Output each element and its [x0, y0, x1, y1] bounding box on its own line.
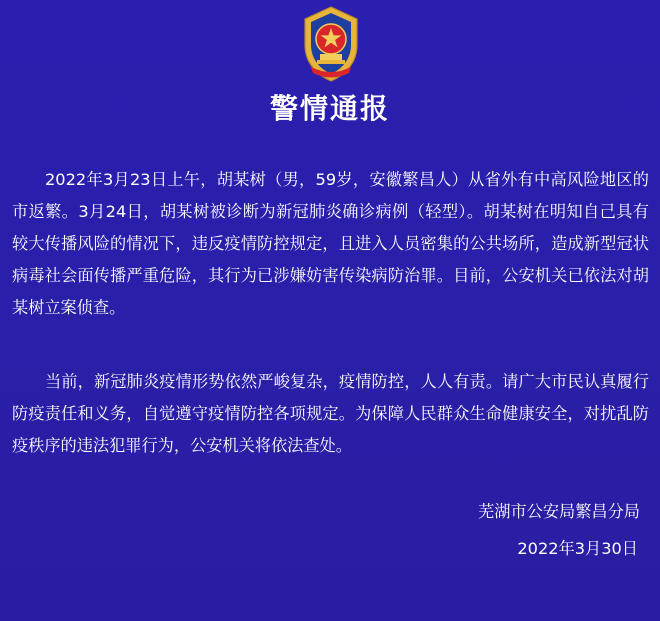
- issue-date: 2022年3月30日: [517, 539, 638, 558]
- notice-paragraph-1: 2022年3月23日上午，胡某树（男，59岁，安徽繁昌人）从省外有中高风险地区的市返繁。3月24日，胡某树被诊断为新冠肺炎确诊病例（轻型）。胡某树在明知自己具有较大传播风险的情况下，违反疫情防控规定，且进入人员密集的公共场所，造成新型冠状病毒社会面传播严重危险，其行为已涉嫌妨害传染病防治罪。目前，公安机关已依法对胡某树立案侦查。: [12, 170, 649, 317]
- issuer-signature: 芜湖市公安局繁昌分局: [478, 502, 640, 521]
- police-emblem-icon: [293, 5, 369, 83]
- notice-paragraph-2: 当前，新冠肺炎疫情形势依然严峻复杂，疫情防控，人人有责。请广大市民认真履行防疫责任和义务，自觉遵守疫情防控各项规定。为保障人民群众生命健康安全，对扰乱防疫秩序的违法犯罪行为，公安机关将依法查处。: [12, 372, 649, 455]
- notice-title: 警情通报: [269, 92, 390, 125]
